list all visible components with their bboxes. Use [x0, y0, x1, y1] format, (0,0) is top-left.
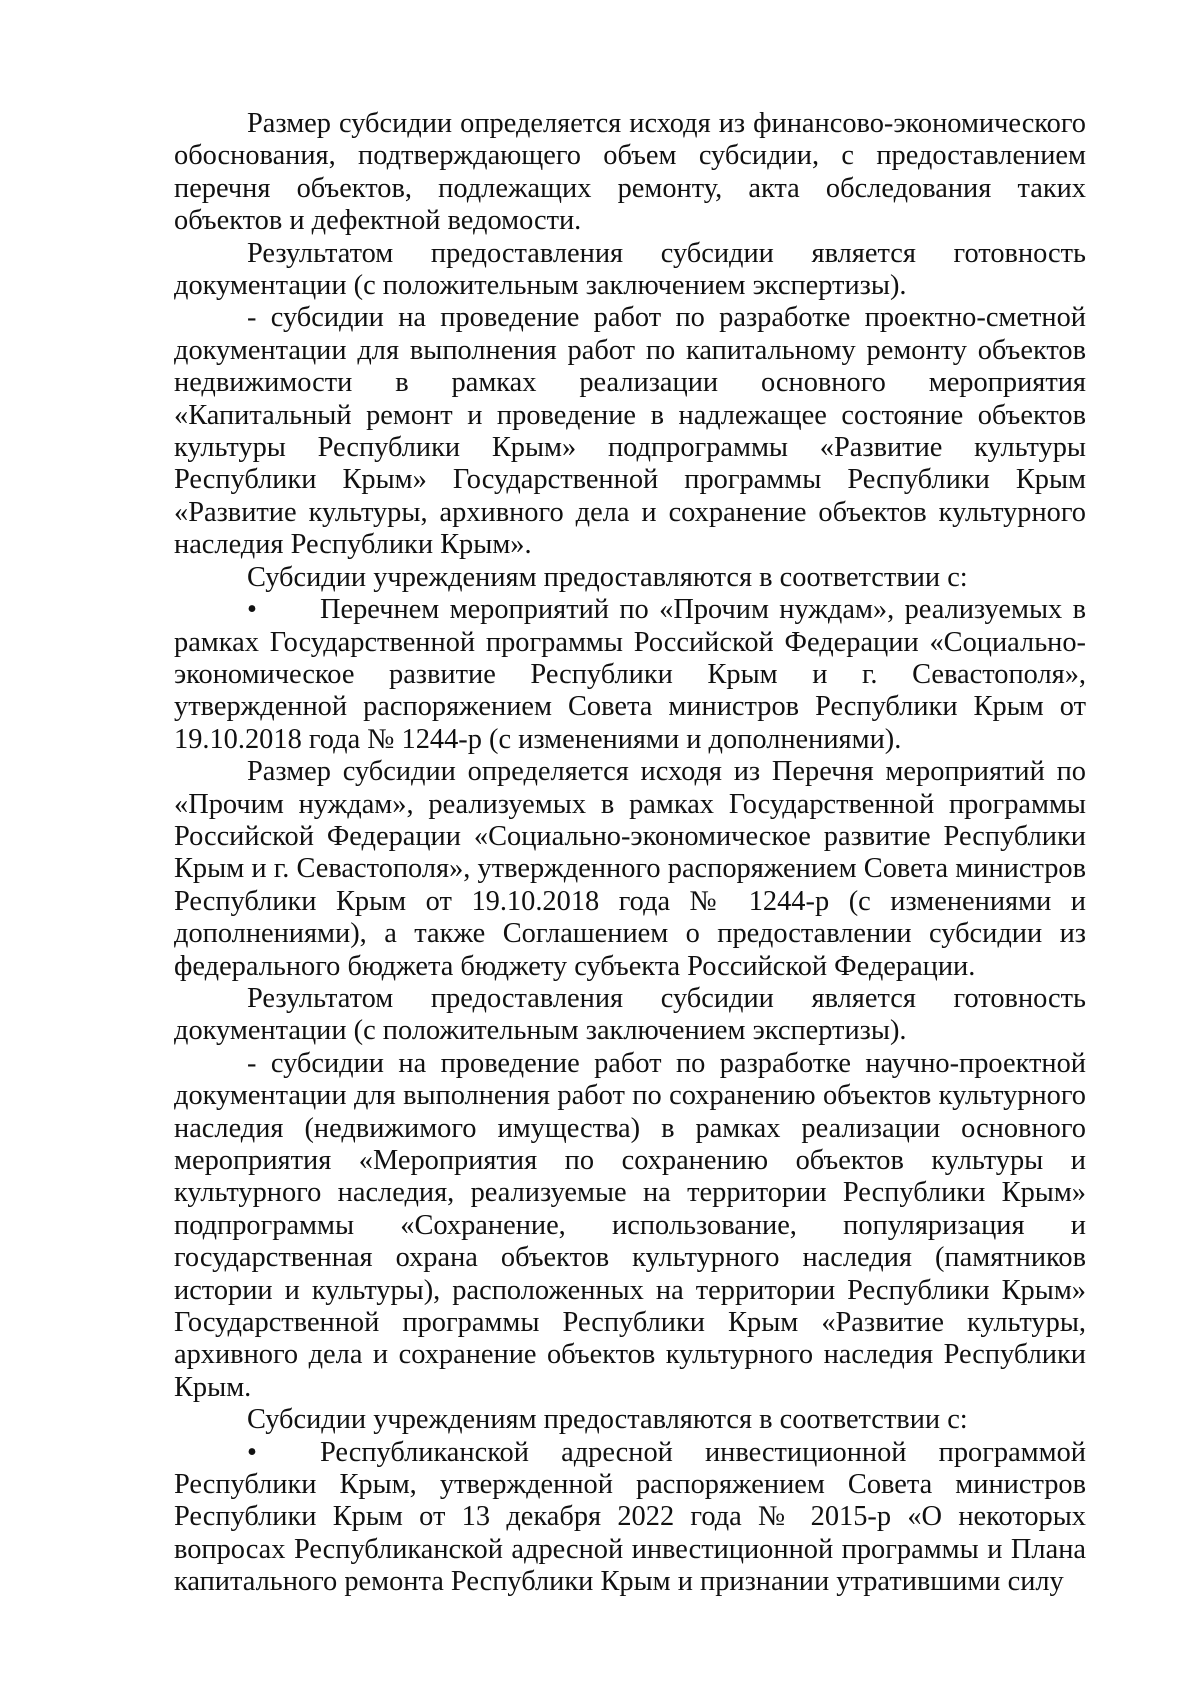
paragraph-subsidy-result — [174, 238, 1086, 303]
paragraph-subsidy-design-estimate — [174, 302, 1086, 561]
document-page — [174, 108, 1086, 1599]
bullet-text: Республиканской адресной инвестиционной программой Республики Крым, утвержденной распоряжением Совета министров Республики Крым от 13 декабря 2022 года № 2015-р «О некоторых вопросах Республиканской адресной инвестиционной программы и Плана капитального ремонта Республики Крым и признании утратившими силу — [174, 1436, 1086, 1598]
paragraph-text: Результатом предоставления субсидии является готовность документации (с положительным заключением экспертизы). — [174, 237, 1086, 302]
paragraph-subsidy-grant-intro-2 — [174, 1404, 1086, 1436]
paragraph-text: Размер субсидии определяется исходя из Перечня мероприятий по «Прочим нуждам», реализуемых в рамках Государственной программы Российской Федерации «Социально-экономическое развитие Республики Крым и г. Севастополя», утвержденного распоряжением Совета министров Республики Крым от 19.10.2018 года № 1244-р (с изменениями и дополнениями), а также Соглашением о предоставлении субсидии из федерального бюджета бюджету субъекта Российской Федерации. — [174, 756, 1086, 982]
bullet-icon: • — [247, 1436, 257, 1468]
paragraph-subsidy-result-2 — [174, 983, 1086, 1048]
paragraph-text: Размер субсидии определяется исходя из финансово-экономического обоснования, подтверждающего объем субсидии, с предоставлением перечня объектов, подлежащих ремонту, акта обследования таких объектов и дефектной ведомости. — [174, 108, 1086, 237]
paragraph-text: Результатом предоставления субсидии является готовность документации (с положительным заключением экспертизы). — [174, 982, 1086, 1047]
paragraph-subsidy-size-list — [174, 756, 1086, 983]
paragraph-subsidy-grant-intro — [174, 562, 1086, 594]
bullet-item-other-needs-list — [174, 594, 1086, 756]
bullet-item-investment-program — [174, 1437, 1086, 1599]
bullet-icon: • — [247, 594, 257, 626]
paragraph-text: - субсидии на проведение работ по разработке научно-проектной документации для выполнения работ по сохранению объектов культурного наследия (недвижимого имущества) в рамках реализации основного мероприятия «Мероприятия по сохранению объектов культуры и культурного наследия, реализуемые на территории Республики Крым» подпрограммы «Сохранение, использование, популяризация и государственная охрана объектов культурного наследия (памятников истории и культуры), расположенных на территории Республики Крым» Государственной программы Республики Крым «Развитие культуры, архивного дела и сохранение объектов культурного наследия Республики Крым. — [174, 1047, 1086, 1403]
paragraph-subsidy-size-basis — [174, 108, 1086, 238]
paragraph-text: Субсидии учреждениям предоставляются в соответствии с: — [247, 561, 968, 593]
paragraph-text: Субсидии учреждениям предоставляются в соответствии с: — [247, 1404, 968, 1436]
paragraph-subsidy-heritage — [174, 1048, 1086, 1404]
paragraph-text: - субсидии на проведение работ по разработке проектно-сметной документации для выполнения работ по капитальному ремонту объектов недвижимости в рамках реализации основного мероприятия «Капитальный ремонт и проведение в надлежащее состояние объектов культуры Республики Крым» подпрограммы «Развитие культуры Республики Крым» Государственной программы Республики Крым «Развитие культуры, архивного дела и сохранение объектов культурного наследия Республики Крым». — [174, 302, 1086, 561]
bullet-text: Перечнем мероприятий по «Прочим нуждам», реализуемых в рамках Государственной программы Российской Федерации «Социально-экономическое развитие Республики Крым и г. Севастополя», утвержденной распоряжением Совета министров Республики Крым от 19.10.2018 года № 1244-р (с изменениями и дополнениями). — [174, 594, 1086, 755]
